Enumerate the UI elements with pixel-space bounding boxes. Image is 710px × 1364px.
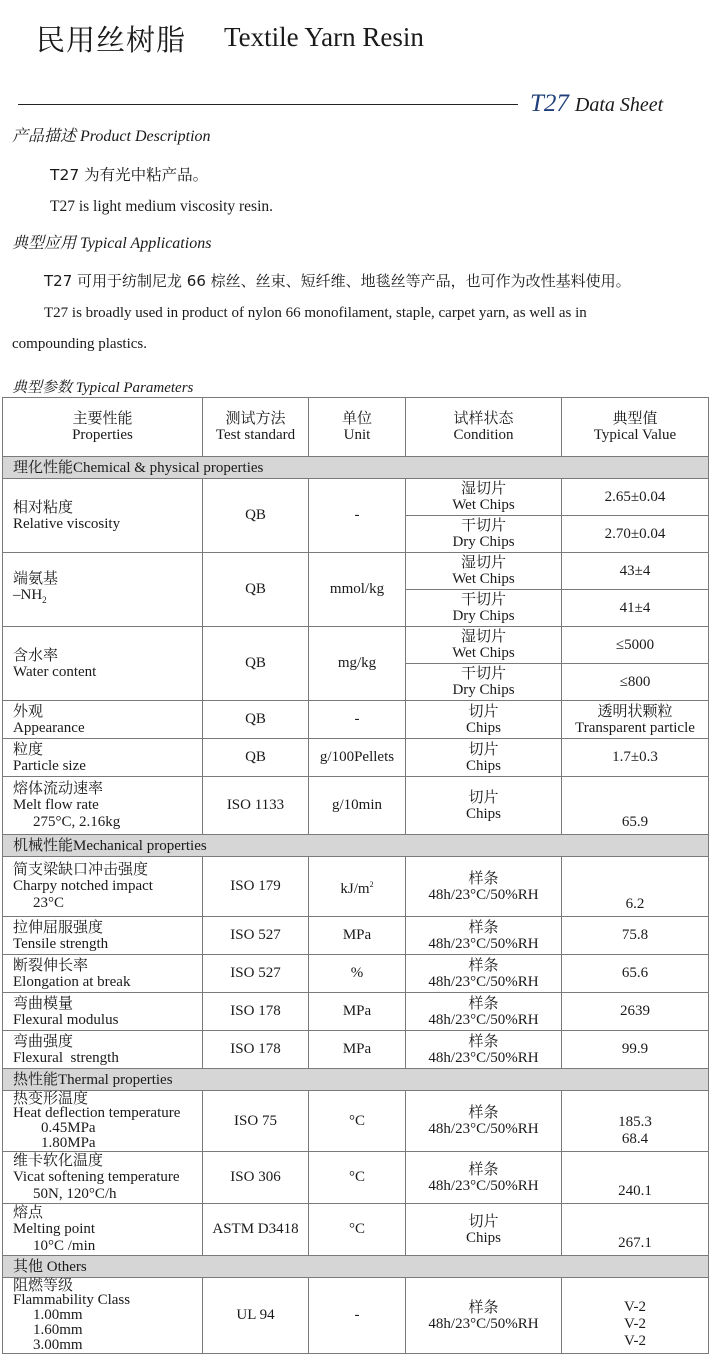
unit: MPa (309, 917, 406, 955)
property-elongation-at-break: 断裂伸长率 Elongation at break (3, 955, 203, 993)
typical-value: 2639 (562, 993, 709, 1031)
unit: °C (309, 1152, 406, 1204)
condition-chips: 切片 Chips (406, 739, 562, 777)
condition-specimen: 样条 48h/23°C/50%RH (406, 1091, 562, 1152)
condition-dry: 干切片 Dry Chips (406, 590, 562, 627)
unit: °C (309, 1204, 406, 1256)
category-label: 理化性能Chemical & physical properties (3, 457, 709, 479)
data-sheet-label (530, 90, 663, 118)
test-standard: UL 94 (203, 1278, 309, 1354)
section-heading-description (12, 123, 211, 146)
property-relative-viscosity: 相对粘度 Relative viscosity (3, 479, 203, 553)
test-standard: ISO 178 (203, 993, 309, 1031)
typical-value: 2.70±0.04 (562, 516, 709, 553)
unit: mmol/kg (309, 553, 406, 627)
condition-specimen: 样条 48h/23°C/50%RH (406, 1278, 562, 1354)
typical-value: 1.7±0.3 (562, 739, 709, 777)
property-heat-deflection-temperature: 热变形温度 Heat deflection temperature 0.45MPa 1.80MPa (3, 1091, 203, 1152)
test-standard: QB (203, 627, 309, 701)
unit: g/100Pellets (309, 739, 406, 777)
property-charpy-notched-impact: 简支梁缺口冲击强度 Charpy notched impact 23°C (3, 857, 203, 917)
table-row (3, 993, 709, 1031)
table-row (3, 479, 709, 516)
property-melting-point: 熔点 Melting point 10°C /min (3, 1204, 203, 1256)
property-melt-flow-rate: 熔体流动速率 Melt flow rate 275°C, 2.16kg (3, 777, 203, 835)
heading-en: Typical Applications (80, 235, 212, 252)
property-flammability-class: 阻燃等级 Flammability Class 1.00mm 1.60mm 3.00mm (3, 1278, 203, 1354)
table-header-row (3, 398, 709, 457)
unit: g/10min (309, 777, 406, 835)
condition-wet: 湿切片 Wet Chips (406, 553, 562, 590)
typical-value: 267.1 (562, 1204, 709, 1256)
column-header-properties: 主要性能 Properties (3, 398, 203, 457)
condition-dry: 干切片 Dry Chips (406, 516, 562, 553)
test-standard: ISO 527 (203, 917, 309, 955)
table-row (3, 627, 709, 664)
property-appearance: 外观 Appearance (3, 701, 203, 739)
property-particle-size: 粒度 Particle size (3, 739, 203, 777)
header-rule (18, 104, 518, 105)
typical-value: 75.8 (562, 917, 709, 955)
unit: - (309, 701, 406, 739)
applications-text-en-1: T27 is broadly used in product of nylon 66 monofilament, staple, carpet yarn, as well as in (44, 305, 587, 321)
condition-chips: 切片 Chips (406, 777, 562, 835)
test-standard: QB (203, 479, 309, 553)
typical-value: 65.9 (562, 777, 709, 835)
condition-specimen: 样条 48h/23°C/50%RH (406, 955, 562, 993)
applications-text-en-2: compounding plastics. (12, 336, 147, 352)
unit: MPa (309, 993, 406, 1031)
table-row (3, 553, 709, 590)
property-vicat-softening-temperature: 维卡软化温度 Vicat softening temperature 50N, 120°C/h (3, 1152, 203, 1204)
category-row-chemical (3, 457, 709, 479)
property-flexural-strength: 弯曲强度 Flexural strength (3, 1031, 203, 1069)
test-standard: ISO 1133 (203, 777, 309, 835)
property-tensile-strength: 拉伸屈服强度 Tensile strength (3, 917, 203, 955)
description-text-en: T27 is light medium viscosity resin. (50, 198, 274, 215)
heading-cn: 典型参数 (12, 378, 73, 396)
test-standard: ISO 527 (203, 955, 309, 993)
test-standard: QB (203, 701, 309, 739)
table-row (3, 917, 709, 955)
product-code: T27 (530, 90, 569, 117)
typical-value: 2.65±0.04 (562, 479, 709, 516)
table-row (3, 701, 709, 739)
heading-cn: 产品描述 (12, 126, 77, 145)
condition-dry: 干切片 Dry Chips (406, 664, 562, 701)
test-standard: QB (203, 553, 309, 627)
typical-value: 6.2 (562, 857, 709, 917)
category-label: 热性能Thermal properties (3, 1069, 709, 1091)
table-row (3, 1278, 709, 1354)
test-standard: ASTM D3418 (203, 1204, 309, 1256)
description-text-cn: T27 为有光中粘产品。 (50, 166, 209, 184)
condition-specimen: 样条 48h/23°C/50%RH (406, 857, 562, 917)
table-row (3, 739, 709, 777)
title-chinese: 民用丝树脂 (36, 23, 187, 57)
typical-value: 透明状颗粒 Transparent particle (562, 701, 709, 739)
unit: MPa (309, 1031, 406, 1069)
property-amino-end-group: 端氨基 $-NH_2$ (3, 553, 203, 627)
typical-value: 99.9 (562, 1031, 709, 1069)
table-row (3, 1091, 709, 1152)
typical-value: ≤800 (562, 664, 709, 701)
table-row (3, 1204, 709, 1256)
column-header-condition: 试样状态 Condition (406, 398, 562, 457)
title-english: Textile Yarn Resin (224, 22, 424, 52)
condition-wet: 湿切片 Wet Chips (406, 627, 562, 664)
test-standard: ISO 179 (203, 857, 309, 917)
typical-value: 41±4 (562, 590, 709, 627)
table-row (3, 955, 709, 993)
category-label: 机械性能Mechanical properties (3, 835, 709, 857)
column-header-typical-value: 典型值 Typical Value (562, 398, 709, 457)
category-row-mechanical (3, 835, 709, 857)
unit: % (309, 955, 406, 993)
typical-value: 65.6 (562, 955, 709, 993)
typical-value: 240.1 (562, 1152, 709, 1204)
test-standard: ISO 306 (203, 1152, 309, 1204)
typical-value: V-2 V-2 V-2 (562, 1278, 709, 1354)
test-standard: ISO 178 (203, 1031, 309, 1069)
applications-text-cn: T27 可用于纺制尼龙 66 棕丝、丝束、短纤维、地毯丝等产品，也可作为改性基料使用。 (44, 272, 631, 290)
unit: °C (309, 1091, 406, 1152)
table-row (3, 1152, 709, 1204)
sheet-label: Data Sheet (574, 94, 664, 116)
category-row-thermal (3, 1069, 709, 1091)
condition-chips: 切片 Chips (406, 701, 562, 739)
condition-wet: 湿切片 Wet Chips (406, 479, 562, 516)
heading-en: Product Description (80, 128, 211, 145)
unit: $kJ/m^2$ (309, 857, 406, 917)
condition-specimen: 样条 48h/23°C/50%RH (406, 1152, 562, 1204)
property-flexural-modulus: 弯曲模量 Flexural modulus (3, 993, 203, 1031)
section-heading-applications (12, 230, 211, 253)
condition-specimen: 样条 48h/23°C/50%RH (406, 917, 562, 955)
unit: mg/kg (309, 627, 406, 701)
unit: - (309, 1278, 406, 1354)
heading-en: Typical Parameters (75, 380, 194, 396)
category-label: 其他 Others (3, 1256, 709, 1278)
condition-specimen: 样条 48h/23°C/50%RH (406, 1031, 562, 1069)
property-water-content: 含水率 Water content (3, 627, 203, 701)
test-standard: QB (203, 739, 309, 777)
typical-value: 185.3 68.4 (562, 1091, 709, 1152)
condition-chips: 切片 Chips (406, 1204, 562, 1256)
typical-value: ≤5000 (562, 627, 709, 664)
typical-value: 43±4 (562, 553, 709, 590)
condition-specimen: 样条 48h/23°C/50%RH (406, 993, 562, 1031)
table-row (3, 777, 709, 835)
column-header-test-standard: 测试方法 Test standard (203, 398, 309, 457)
table-row (3, 1031, 709, 1069)
unit: - (309, 479, 406, 553)
test-standard: ISO 75 (203, 1091, 309, 1152)
table-row (3, 857, 709, 917)
column-header-unit: 单位 Unit (309, 398, 406, 457)
category-row-others (3, 1256, 709, 1278)
heading-cn: 典型应用 (12, 233, 77, 252)
parameters-table (2, 397, 709, 1354)
section-heading-parameters (12, 376, 193, 397)
